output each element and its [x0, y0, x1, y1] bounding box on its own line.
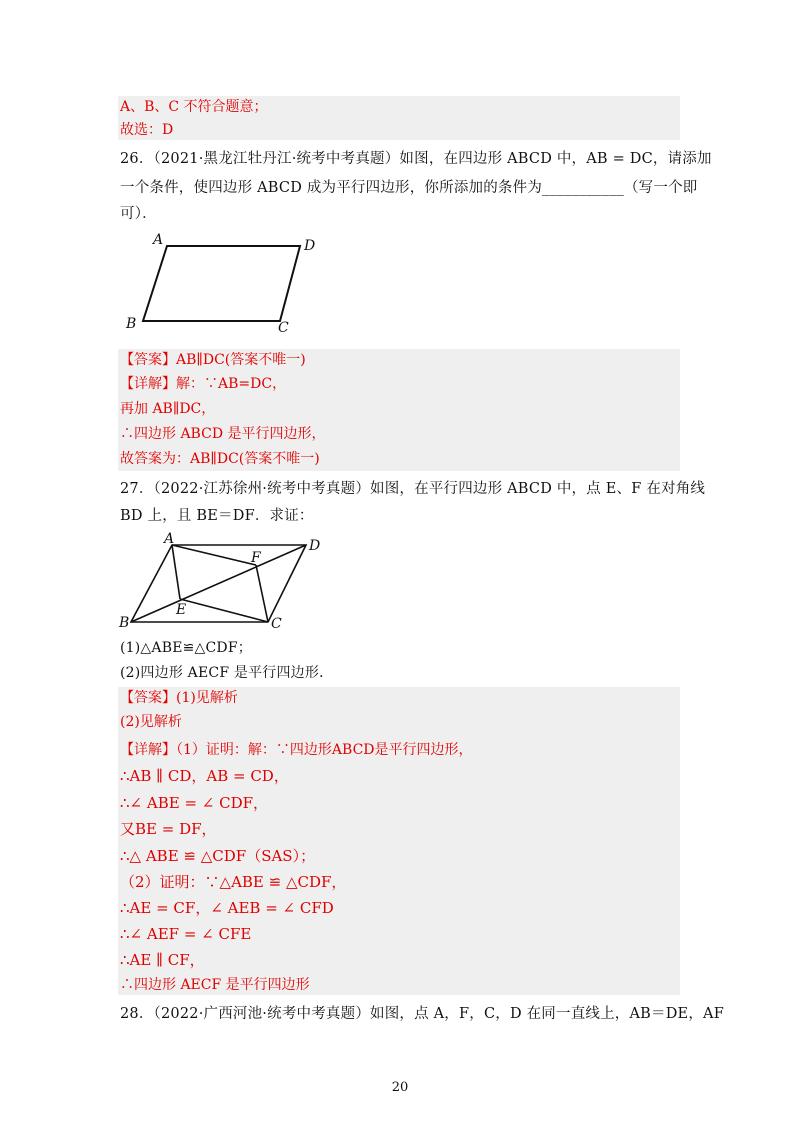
question-27-part: (2)四边形 AECF 是平行四边形．	[120, 665, 334, 681]
answer-text: ∴∠ AEF = ∠ CFE	[120, 925, 252, 943]
question-27-line: BD 上，且 BE＝DF．求证：	[120, 508, 314, 524]
answer-text: 【答案】AB∥DC(答案不唯一)	[120, 352, 306, 368]
vertex-label-b: B	[126, 316, 137, 332]
answer-text: （2）证明：∵△ABE ≌ △CDF，	[120, 873, 347, 891]
vertex-label-e: E	[176, 602, 187, 618]
answer-box-27	[118, 687, 680, 995]
question-27-line: 27．（2022·江苏徐州·统考中考真题）如图，在平行四边形 ABCD 中，点 E、F 在对角线	[120, 481, 706, 497]
vertex-label-c: C	[278, 320, 289, 336]
answer-text: 又BE = DF，	[120, 820, 217, 838]
parallelogram-figure-27	[118, 530, 338, 635]
vertex-label-c: C	[271, 616, 282, 632]
page-number: 20	[391, 1080, 409, 1095]
answer-text: ∴△ ABE ≌ △CDF（SAS）；	[120, 847, 316, 865]
answer-text: 故选：D	[120, 122, 174, 138]
answer-text: 【答案】(1)见解析	[120, 690, 238, 706]
answer-text: 【详解】（1）证明：解：∵四边形ABCD是平行四边形，	[120, 742, 473, 758]
answer-text: 故答案为：AB∥DC(答案不唯一)	[120, 451, 320, 467]
vertex-label-d: D	[309, 538, 321, 554]
vertex-label-f: F	[251, 550, 261, 566]
question-26-line: 26．（2021·黑龙江牡丹江·统考中考真题）如图，在四边形 ABCD 中，AB = DC，请添加	[120, 151, 712, 167]
answer-text: 【详解】解：∵AB=DC，	[120, 376, 287, 392]
answer-text: ∴AB ∥ CD，AB = CD，	[120, 767, 289, 785]
answer-text: ∴四边形 AECF 是平行四边形	[120, 977, 310, 993]
vertex-label-d: D	[304, 238, 316, 254]
question-28-line: 28．（2022·广西河池·统考中考真题）如图，点 A，F，C，D 在同一直线上，AB＝DE，AF	[120, 1006, 724, 1022]
parallelogram-figure-26	[120, 228, 330, 338]
answer-text: (2)见解析	[120, 714, 182, 730]
answer-text: ∴AE ∥ CF，	[120, 951, 205, 969]
answer-text: 再加 AB∥DC，	[120, 401, 216, 417]
vertex-label-a: A	[153, 232, 164, 248]
vertex-label-a: A	[164, 531, 175, 547]
answer-text: A、B、C 不符合题意；	[120, 99, 268, 115]
vertex-label-b: B	[119, 615, 130, 631]
answer-text: ∴AE = CF，∠ AEB = ∠ CFD	[120, 899, 334, 917]
answer-text: ∴四边形 ABCD 是平行四边形，	[120, 426, 326, 442]
question-26-line: 一个条件，使四边形 ABCD 成为平行四边形，你所添加的条件为___________（写一个即	[120, 180, 698, 196]
question-27-part: (1)△ABE≌△CDF；	[120, 640, 252, 656]
answer-text: ∴∠ ABE = ∠ CDF，	[120, 794, 269, 812]
question-26-line: 可）．	[120, 206, 157, 222]
